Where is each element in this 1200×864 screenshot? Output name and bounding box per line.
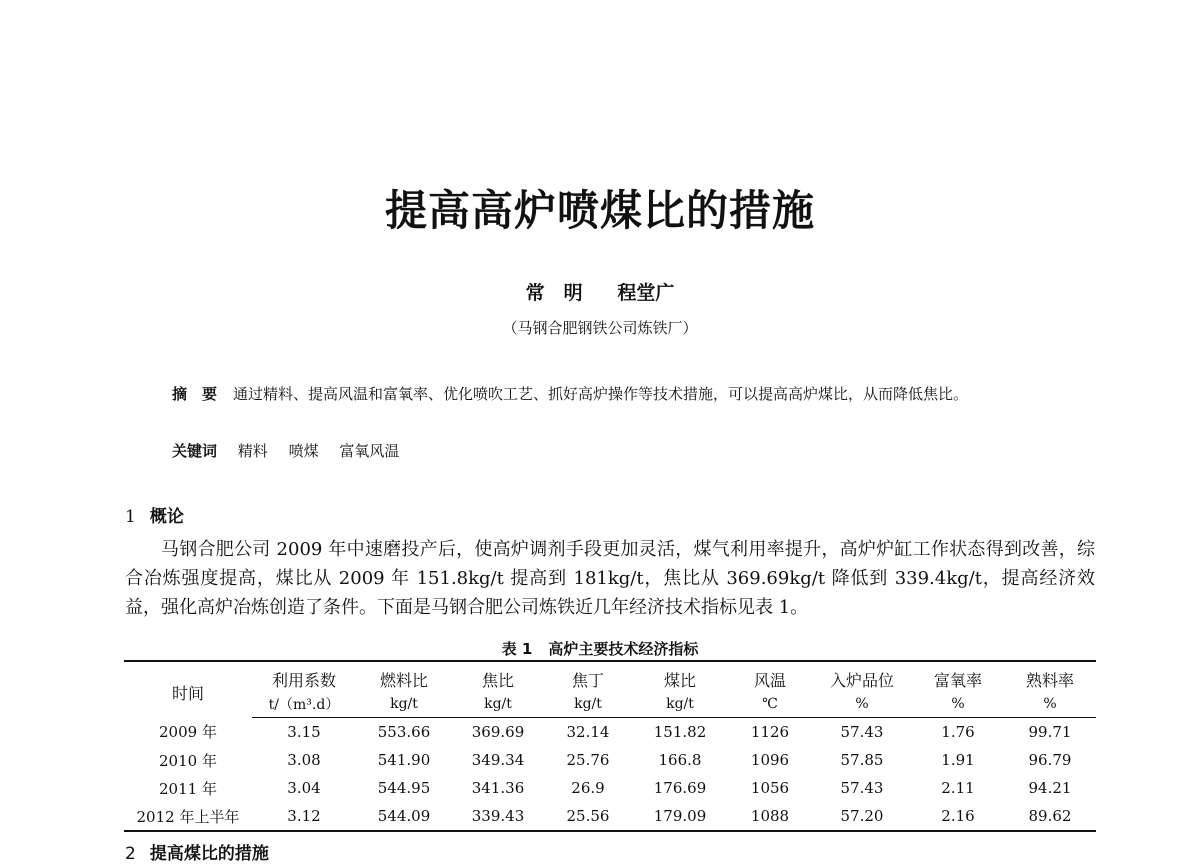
table-cell: 1126: [750, 723, 790, 741]
header-cell: 煤比: [632, 661, 728, 691]
header-cell: 风温: [728, 661, 812, 691]
abstract-text: 通过精料、提高风温和富氧率、优化喷吹工艺、抓好高炉操作等技术措施，可以提高高炉煤比，从而降低焦比。: [233, 385, 969, 403]
table-cell: 1.76: [941, 723, 975, 741]
header-time: 时间: [124, 661, 252, 718]
unit-cell: kg/t: [632, 691, 728, 718]
section-title: 概论: [149, 507, 184, 527]
table-cell: 94.21: [1028, 779, 1072, 797]
table-cell: 2010 年: [159, 751, 217, 770]
table-cell: 25.56: [544, 802, 632, 831]
keyword: 喷煤: [288, 442, 319, 460]
table-cell: 176.69: [653, 779, 707, 797]
header-cell: 焦比: [452, 661, 544, 691]
table-cell: 341.36: [471, 779, 525, 797]
section-1-paragraph: 马钢合肥公司 2009 年中速磨投产后，使高炉调剂手段更加灵活，煤气利用率提升，高炉炉缸工作状态得到改善，综合冶炼强度提高，煤比从 2009 年 151.8kg/t 提高到 181kg/t，焦比从 369.69kg/t 降低到 339.4kg/t，提高经济效益，强化高炉冶炼创造了条件。下面是马钢合肥公司炼铁近几年经济技术指标见表 1。: [125, 539, 1095, 618]
table-cell: 2012 年上半年: [124, 802, 252, 831]
table-cell: 26.9: [571, 779, 605, 797]
header-cell: 燃料比: [356, 661, 452, 691]
table-cell: 2.16: [912, 802, 1004, 831]
section-number: 2: [125, 844, 136, 864]
table-title: 高炉主要技术经济指标: [548, 640, 699, 658]
unit-cell: %: [812, 691, 912, 718]
table-cell: 25.76: [566, 751, 610, 769]
header-cell: 富氧率: [912, 661, 1004, 691]
table-row: [124, 802, 1096, 831]
table-row: [124, 746, 1096, 774]
header-cell: 焦丁: [544, 661, 632, 691]
table-unit-row: [124, 691, 1096, 718]
indicators-table: [124, 660, 1096, 832]
table-cell: 3.12: [252, 802, 356, 831]
table-cell: 57.20: [812, 802, 912, 831]
author-list: [0, 278, 1200, 305]
table-cell: 151.82: [653, 723, 707, 741]
unit-cell: kg/t: [452, 691, 544, 718]
table-caption: [0, 638, 1200, 659]
table-cell: 349.34: [471, 751, 525, 769]
table-cell: 57.85: [840, 751, 884, 769]
table-cell: 96.79: [1028, 751, 1072, 769]
unit-cell: %: [912, 691, 1004, 718]
header-cell: 入炉品位: [812, 661, 912, 691]
table-row: [124, 774, 1096, 802]
unit-cell: %: [1004, 691, 1096, 718]
table-cell: 1096: [750, 751, 790, 769]
table-header-row: [124, 661, 1096, 691]
table-cell: 1056: [750, 779, 790, 797]
table-cell: 2.11: [941, 779, 975, 797]
table-cell: 553.66: [377, 723, 431, 741]
table-cell: 1.91: [941, 751, 975, 769]
table-cell: 89.62: [1004, 802, 1096, 831]
paper-title: 提高高炉喷煤比的措施: [384, 186, 815, 235]
abstract: [172, 381, 1062, 407]
section-2-heading: [125, 839, 269, 864]
abstract-label: 摘 要: [172, 385, 218, 403]
keywords: [172, 440, 415, 461]
table-cell: 2009 年: [159, 723, 217, 742]
unit-cell: kg/t: [544, 691, 632, 718]
author-2: 程堂广: [617, 282, 675, 304]
header-cell: 利用系数: [252, 661, 356, 691]
section-1-heading: [125, 502, 184, 527]
table-cell: 544.09: [356, 802, 452, 831]
table-cell: 179.09: [632, 802, 728, 831]
section-number: 1: [125, 507, 136, 527]
table-cell: 541.90: [377, 751, 431, 769]
table-cell: 544.95: [377, 779, 431, 797]
unit-cell: kg/t: [356, 691, 452, 718]
table-cell: 99.71: [1028, 723, 1072, 741]
unit-cell: t/（m³.d）: [252, 691, 356, 718]
table-cell: 1088: [728, 802, 812, 831]
keywords-label: 关键词: [172, 442, 218, 460]
table-cell: 3.08: [287, 751, 321, 769]
table-cell: 369.69: [471, 723, 525, 741]
author-1: 常 明: [525, 282, 583, 304]
header-cell: 熟料率: [1004, 661, 1096, 691]
table-cell: 32.14: [566, 723, 610, 741]
table-cell: 57.43: [840, 779, 884, 797]
table-row: [124, 718, 1096, 747]
table-cell: 3.04: [287, 779, 321, 797]
table-cell: 166.8: [658, 751, 702, 769]
affiliation: （马钢合肥钢铁公司炼铁厂）: [502, 319, 698, 337]
keyword: 精料: [237, 442, 268, 460]
table-number: 表 1: [501, 640, 533, 658]
table-cell: 339.43: [452, 802, 544, 831]
table-cell: 57.43: [840, 723, 884, 741]
keyword: 富氧风温: [339, 442, 400, 460]
unit-cell: ℃: [728, 691, 812, 718]
table-cell: 3.15: [287, 723, 321, 741]
table-cell: 2011 年: [159, 779, 217, 798]
section-title: 提高煤比的措施: [149, 844, 269, 864]
